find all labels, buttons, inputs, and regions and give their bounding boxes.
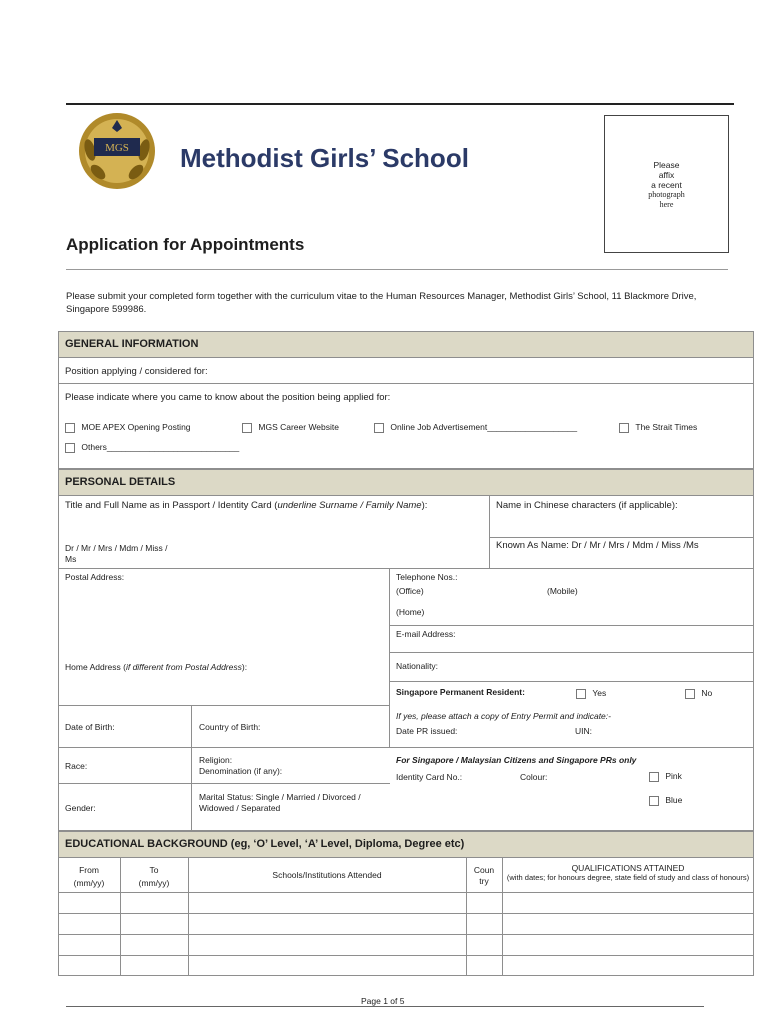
option-online-ad[interactable] xyxy=(374,422,577,433)
marital-status-label: Marital Status: Single / Married / Divorced / Widowed / Separated xyxy=(199,792,361,813)
option-label: The Strait Times xyxy=(635,422,698,432)
footer-rule xyxy=(66,1006,704,1007)
option-others[interactable] xyxy=(65,442,239,453)
citizens-note: For Singapore / Malaysian Citizens and Singapore PRs only xyxy=(396,755,637,765)
option-label: MGS Career Website xyxy=(258,422,339,432)
title-rule xyxy=(66,269,728,270)
page-number: Page 1 of 5 xyxy=(361,996,405,1006)
race-label: Race: xyxy=(65,761,88,771)
postal-address-label: Postal Address: xyxy=(65,572,125,582)
school-crest xyxy=(76,110,158,192)
option-label: Others____________________________ xyxy=(81,442,240,452)
photo-line: here xyxy=(659,200,674,209)
option-label: Pink xyxy=(665,771,682,781)
religion-label: Religion: Denomination (if any): xyxy=(199,755,283,776)
crest-text: MGS xyxy=(105,142,129,154)
top-rule xyxy=(66,103,734,105)
col-from: From (mm/yy) xyxy=(73,865,105,888)
photo-line: a recent xyxy=(651,180,682,190)
full-name-label: Title and Full Name as in Passport / Identity Card (underline Surname / Family Name): xyxy=(65,500,428,511)
colour-pink-option[interactable] xyxy=(649,771,682,782)
checkbox[interactable] xyxy=(649,796,659,806)
option-label: MOE APEX Opening Posting xyxy=(81,422,191,432)
home-phone-label: (Home) xyxy=(396,607,425,617)
instruction-text: Please submit your completed form together with the curriculum vitae to the Human Resources Manager, Methodist Girls’ School, 11 Blackmore Drive, Singapore 599986. xyxy=(66,291,697,315)
photo-line: Please xyxy=(653,160,680,170)
education-heading: EDUCATIONAL BACKGROUND (eg, ‘O’ Level, ‘A’ Level, Diploma, Degree etc) xyxy=(59,832,753,857)
dob-label: Date of Birth: xyxy=(65,722,115,732)
col-schools: Schools/Institutions Attended xyxy=(272,870,382,880)
option-label: Online Job Advertisement___________________ xyxy=(390,422,578,432)
date-pr-label: Date PR issued: xyxy=(396,726,458,736)
telephone-label: Telephone Nos.: xyxy=(396,572,458,582)
col-qualifications: QUALIFICATIONS ATTAINED (with dates; for honours degree, state field of study and class of honours) xyxy=(506,863,750,882)
option-apex[interactable] xyxy=(65,422,191,433)
option-label: Blue xyxy=(665,795,683,805)
checkbox[interactable] xyxy=(65,423,75,433)
general-heading: GENERAL INFORMATION xyxy=(59,332,753,357)
known-as-label: Known As Name: Dr / Mr / Mrs / Mdm / Miss /Ms xyxy=(496,540,699,551)
checkbox[interactable] xyxy=(576,689,586,699)
source-label: Please indicate where you came to know about the position being applied for: xyxy=(65,392,391,403)
nationality-label: Nationality: xyxy=(396,661,439,671)
colour-blue-option[interactable] xyxy=(649,795,682,806)
position-label: Position applying / considered for: xyxy=(65,366,208,377)
spr-no-option[interactable] xyxy=(685,688,712,699)
spr-label: Singapore Permanent Resident: xyxy=(396,687,525,697)
col-to: To (mm/yy) xyxy=(138,865,170,888)
option-career-website[interactable] xyxy=(242,422,339,433)
school-name: Methodist Girls’ School xyxy=(180,143,469,173)
checkbox[interactable] xyxy=(619,423,629,433)
photo-box xyxy=(604,115,729,253)
email-label: E-mail Address: xyxy=(396,629,456,639)
option-label: No xyxy=(701,688,713,698)
title-options: Dr / Mr / Mrs / Mdm / Miss / Ms xyxy=(65,543,168,564)
office-phone-label: (Office) xyxy=(396,586,424,596)
option-label: Yes xyxy=(592,688,607,698)
uin-label: UIN: xyxy=(575,726,592,736)
if-yes-note: If yes, please attach a copy of Entry Permit and indicate:- xyxy=(396,711,611,721)
checkbox[interactable] xyxy=(649,772,659,782)
checkbox[interactable] xyxy=(374,423,384,433)
home-address-label: Home Address (if different from Postal Address): xyxy=(65,662,248,672)
checkbox[interactable] xyxy=(242,423,252,433)
colour-label: Colour: xyxy=(520,772,548,782)
checkbox[interactable] xyxy=(685,689,695,699)
mobile-phone-label: (Mobile) xyxy=(547,586,578,596)
personal-heading: PERSONAL DETAILS xyxy=(59,470,753,495)
chinese-name-label: Name in Chinese characters (if applicable): xyxy=(496,500,678,511)
ic-label: Identity Card No.: xyxy=(396,772,463,782)
photo-line: affix xyxy=(658,170,675,180)
photo-line: photograph xyxy=(648,190,685,199)
form-title: Application for Appointments xyxy=(66,235,305,254)
col-country: Coun try xyxy=(473,865,495,886)
option-straits-times[interactable] xyxy=(619,422,697,433)
gender-label: Gender: xyxy=(65,803,96,813)
cob-label: Country of Birth: xyxy=(199,722,261,732)
spr-yes-option[interactable] xyxy=(576,688,606,699)
checkbox[interactable] xyxy=(65,443,75,453)
